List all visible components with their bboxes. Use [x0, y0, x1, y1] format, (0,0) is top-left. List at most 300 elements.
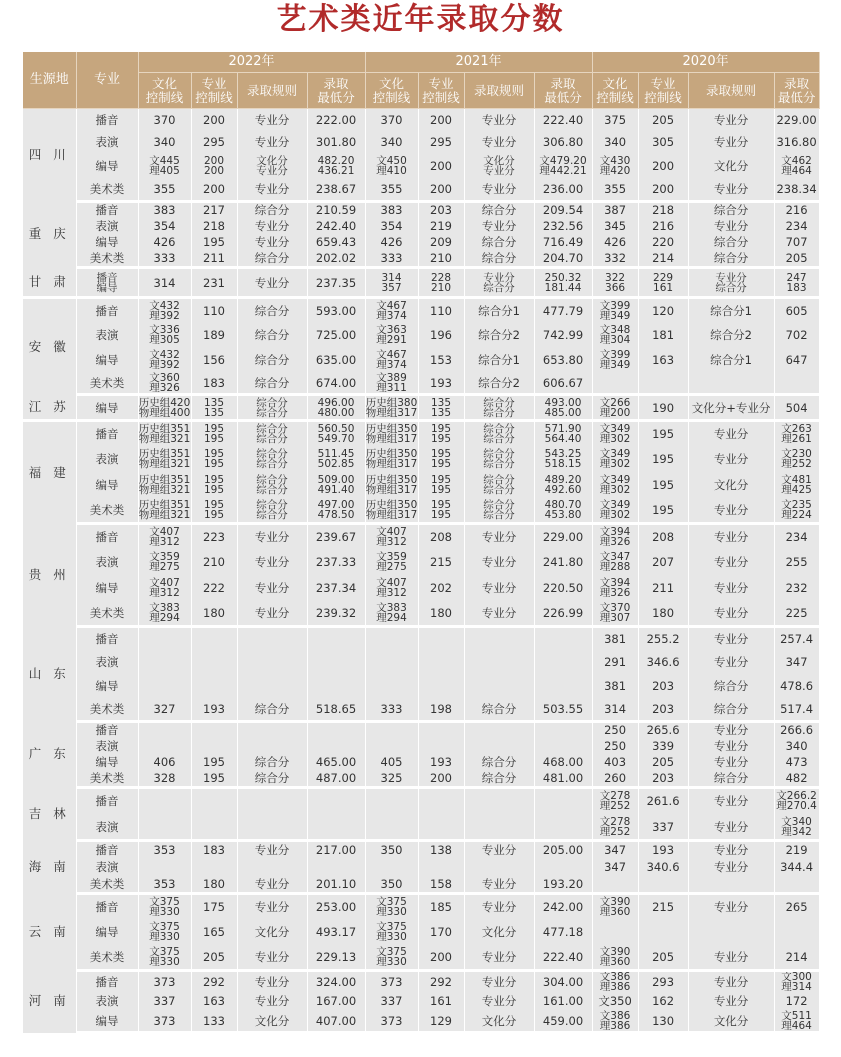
culture-line-cell: 340 [592, 131, 638, 154]
cell-value: 综合分 [256, 498, 288, 511]
min-score-cell: 217.00 [307, 841, 365, 859]
cell-value: 理288 [599, 561, 631, 574]
culture-line-cell [365, 421, 418, 447]
cell-value: 专业分 [256, 165, 288, 178]
stacked-values [539, 156, 586, 176]
stacked-values [600, 552, 631, 572]
stacked-values [256, 424, 288, 444]
major-line-cell: 265.6 [638, 721, 688, 737]
table-row [23, 251, 819, 267]
stacked-values [256, 449, 288, 469]
culture-line-cell [365, 738, 418, 754]
major-line-cell: 346.6 [638, 650, 688, 674]
min-score-cell: 232.56 [534, 218, 592, 234]
min-score-cell [774, 267, 819, 298]
culture-line-cell [138, 347, 191, 372]
major-line-cell: 202 [418, 575, 464, 601]
culture-line-cell: 355 [365, 179, 418, 202]
culture-line-cell [592, 498, 638, 524]
culture-line-cell: 370 [365, 109, 418, 132]
cell-value: 历史组351 [138, 448, 191, 461]
column-header [237, 73, 307, 109]
cell-value: 文375 [376, 895, 407, 908]
stacked-values [366, 398, 418, 418]
province-cell: 吉 林 [23, 787, 76, 841]
rule-cell: 专业分 [237, 218, 307, 234]
min-score-cell [534, 650, 592, 674]
cell-value: 理326 [149, 381, 180, 394]
stacked-values [149, 156, 180, 176]
stacked-values [376, 325, 407, 345]
culture-line-cell: 337 [138, 993, 191, 1011]
cell-value: 文430 [599, 155, 631, 168]
stacked-values [204, 156, 224, 176]
cell-value: 理312 [149, 536, 180, 549]
table-row [23, 787, 819, 814]
culture-line-cell [365, 395, 418, 421]
culture-line-cell [138, 298, 191, 323]
major-cell [76, 267, 138, 298]
rule-cell [464, 395, 534, 421]
major-line-cell: 200 [418, 771, 464, 787]
table-row [23, 650, 819, 674]
rule-cell: 专业分 [688, 109, 774, 132]
min-score-cell [307, 421, 365, 447]
cell-value: 理420 [599, 165, 631, 178]
major-cell: 美术类 [76, 601, 138, 627]
min-score-cell [307, 674, 365, 698]
province-cell: 海 南 [23, 841, 76, 894]
cell-value: 485.00 [544, 406, 582, 419]
culture-line-cell [592, 372, 638, 395]
major-cell: 表演 [76, 738, 138, 754]
min-score-cell: 241.80 [534, 549, 592, 575]
major-line-cell: 195 [191, 754, 237, 770]
cell-value: 文化分 [256, 155, 288, 168]
cell-value: 文370 [599, 601, 631, 614]
admission-score-table [23, 52, 820, 1034]
rule-cell [464, 446, 534, 472]
culture-line-cell [365, 674, 418, 698]
major-line-cell: 193 [418, 754, 464, 770]
min-score-cell: 229.13 [307, 945, 365, 971]
major-line-cell: 255.2 [638, 627, 688, 651]
min-score-cell [534, 738, 592, 754]
cell-value: 理330 [149, 955, 180, 968]
major-line-cell: 205 [191, 945, 237, 971]
rule-cell: 专业分 [464, 131, 534, 154]
cell-value: 物理组321 [138, 483, 191, 496]
stacked-values [376, 897, 407, 917]
cell-value: 理200 [599, 406, 631, 419]
culture-line-cell: 350 [365, 841, 418, 859]
culture-line-cell: 373 [365, 1010, 418, 1032]
cell-value: 文349 [599, 448, 631, 461]
stacked-values [149, 373, 180, 393]
major-line-cell: 195 [638, 421, 688, 447]
min-score-cell [307, 446, 365, 472]
culture-line-cell [592, 267, 638, 298]
culture-line-cell [365, 472, 418, 498]
min-score-cell: 306.80 [534, 131, 592, 154]
major-line-cell [191, 498, 237, 524]
major-line-cell: 163 [191, 993, 237, 1011]
major-line-cell: 193 [191, 698, 237, 722]
cell-value: 文390 [599, 895, 631, 908]
culture-line-cell: 332 [592, 251, 638, 267]
major-line-cell: 193 [418, 372, 464, 395]
column-header [418, 73, 464, 109]
cell-value: 195 [203, 433, 225, 446]
min-score-cell [307, 650, 365, 674]
table-row [23, 876, 819, 894]
major-line-cell [418, 395, 464, 421]
min-score-cell: 172 [774, 993, 819, 1011]
stacked-values [600, 449, 631, 469]
rule-cell: 专业分 [237, 267, 307, 298]
culture-line-cell: 381 [592, 674, 638, 698]
min-score-cell [774, 446, 819, 472]
rule-cell: 专业分 [464, 601, 534, 627]
stacked-values [483, 475, 515, 495]
culture-line-cell: 373 [365, 970, 418, 992]
min-score-cell: 229.00 [774, 109, 819, 132]
min-score-cell [307, 395, 365, 421]
cell-value: 492.60 [544, 483, 582, 496]
major-line-cell [191, 472, 237, 498]
culture-line-cell [592, 876, 638, 894]
major-line-cell [418, 267, 464, 298]
province-cell: 云 南 [23, 893, 76, 970]
major-line-cell: 205 [638, 109, 688, 132]
major-line-cell [418, 472, 464, 498]
cell-value: 549.70 [317, 433, 355, 446]
cell-value: 物理组400 [138, 406, 191, 419]
culture-line-cell [592, 601, 638, 627]
major-line-cell: 339 [638, 738, 688, 754]
cell-value: 文511 [781, 1010, 812, 1022]
cell-value: 文394 [599, 526, 631, 539]
min-score-cell [534, 446, 592, 472]
stacked-values [149, 922, 180, 942]
min-score-cell: 255 [774, 549, 819, 575]
min-score-cell [534, 674, 592, 698]
cell-value: 综合分 [483, 473, 515, 486]
cell-value: 文394 [599, 576, 631, 589]
rule-cell: 专业分 [688, 421, 774, 447]
culture-line-cell: 345 [592, 218, 638, 234]
stacked-values [376, 603, 407, 623]
stacked-values [149, 947, 180, 967]
rule-cell: 专业分 [464, 549, 534, 575]
min-score-cell: 220.50 [534, 575, 592, 601]
cell-value: 518.15 [544, 458, 582, 471]
cell-value: 综合分 [483, 448, 515, 461]
culture-line-cell: 250 [592, 721, 638, 737]
min-score-cell: 237.34 [307, 575, 365, 601]
stacked-values [139, 398, 191, 418]
culture-line-cell [138, 421, 191, 447]
rule-cell [237, 858, 307, 876]
table-row [23, 858, 819, 876]
rule-cell: 专业分 [237, 601, 307, 627]
rule-cell: 综合分 [464, 251, 534, 267]
min-score-cell [534, 721, 592, 737]
stacked-values [139, 475, 191, 495]
cell-value: 文278 [599, 790, 631, 803]
major-line-cell [191, 650, 237, 674]
stacked-values [600, 301, 631, 321]
major-line-cell: 215 [418, 549, 464, 575]
major-line-cell: 161 [418, 993, 464, 1011]
major-cell: 美术类 [76, 876, 138, 894]
culture-line-cell: 370 [138, 109, 191, 132]
cell-value: 571.90 [544, 423, 582, 436]
province-cell: 广 东 [23, 721, 76, 787]
min-score-cell: 481.00 [534, 771, 592, 787]
min-score-cell: 238.67 [307, 179, 365, 202]
min-score-cell [534, 267, 592, 298]
major-line-cell [191, 627, 237, 651]
cell-value: 文263 [781, 423, 812, 436]
cell-value: 文450 [376, 155, 407, 168]
stacked-values [600, 527, 631, 547]
min-score-cell: 517.4 [774, 698, 819, 722]
major-line-cell: 181 [638, 323, 688, 348]
major-line-cell: 180 [191, 876, 237, 894]
stacked-values [256, 156, 288, 176]
stacked-values [715, 273, 747, 293]
culture-line-cell [138, 154, 191, 179]
cell-value: 理410 [376, 165, 407, 178]
major-line-cell: 153 [418, 347, 464, 372]
cell-value: 502.85 [317, 458, 355, 471]
cell-value: 482.20 [317, 155, 355, 168]
major-cell: 美术类 [76, 698, 138, 722]
rule-cell [464, 472, 534, 498]
major-line-cell: 219 [418, 218, 464, 234]
rule-cell [464, 858, 534, 876]
major-line-cell: 200 [638, 179, 688, 202]
major-cell: 表演 [76, 218, 138, 234]
major-cell: 美术类 [76, 179, 138, 202]
rule-cell: 文化分 [464, 919, 534, 945]
min-score-cell: 222.40 [534, 945, 592, 971]
rule-cell: 专业分 [464, 993, 534, 1011]
culture-line-cell [365, 919, 418, 945]
rule-cell: 综合分 [688, 234, 774, 250]
major-cell: 美术类 [76, 771, 138, 787]
culture-line-cell: 350 [365, 876, 418, 894]
table-row [23, 754, 819, 770]
min-score-cell: 236.00 [534, 179, 592, 202]
cell-value: 理392 [149, 310, 180, 323]
culture-line-cell [365, 372, 418, 395]
rule-cell: 综合分 [237, 698, 307, 722]
stacked-values [149, 527, 180, 547]
rule-cell: 文化分 [237, 1010, 307, 1032]
min-score-cell: 242.40 [307, 218, 365, 234]
major-line-cell: 218 [191, 218, 237, 234]
stacked-values [204, 424, 224, 444]
stacked-values [204, 500, 224, 520]
culture-line-cell [365, 575, 418, 601]
cell-value: 文389 [376, 372, 407, 384]
column-header [191, 73, 237, 109]
rule-cell [237, 674, 307, 698]
major-cell: 播音 [76, 109, 138, 132]
major-cell: 播音 [76, 841, 138, 859]
cell-value: 135 [431, 406, 452, 419]
rule-cell: 综合分 [237, 298, 307, 323]
table-row [23, 323, 819, 348]
stacked-values [600, 424, 631, 444]
cell-value: 理386 [599, 981, 631, 993]
cell-value: 专业分 [483, 271, 515, 284]
rule-cell: 综合分 [464, 754, 534, 770]
culture-line-cell: 355 [138, 179, 191, 202]
culture-line-cell [138, 601, 191, 627]
cell-value: 综合分 [715, 281, 747, 294]
culture-line-cell [365, 893, 418, 919]
culture-line-cell: 387 [592, 201, 638, 217]
rule-cell: 综合分 [237, 771, 307, 787]
cell-value: 理294 [149, 611, 180, 624]
cell-value: 195 [203, 483, 225, 496]
cell-value: 文399 [599, 300, 631, 313]
major-line-cell: 203 [638, 771, 688, 787]
major-cell: 编导 [76, 1010, 138, 1032]
cell-value: 195 [203, 508, 225, 521]
major-line-cell: 231 [191, 267, 237, 298]
cell-value: 195 [431, 473, 452, 486]
major-line-cell: 158 [418, 876, 464, 894]
stacked-values [431, 475, 451, 495]
province-cell: 重 庆 [23, 201, 76, 267]
cell-value: 195 [431, 423, 452, 436]
column-header-line: 控制线 [195, 89, 233, 105]
province-cell: 山 东 [23, 627, 76, 722]
culture-line-cell: 250 [592, 738, 638, 754]
major-line-cell [418, 858, 464, 876]
rule-cell: 专业分 [688, 498, 774, 524]
min-score-cell: 593.00 [307, 298, 365, 323]
major-line-cell: 183 [191, 372, 237, 395]
stacked-values [431, 424, 451, 444]
stacked-values [97, 273, 118, 293]
major-cell: 播音 [76, 893, 138, 919]
cell-value: 文349 [599, 423, 631, 436]
stacked-values [600, 1011, 631, 1031]
major-line-cell [418, 814, 464, 841]
major-cell: 编导 [76, 674, 138, 698]
culture-line-cell [592, 814, 638, 841]
major-cell: 表演 [76, 814, 138, 841]
major-line-cell: 220 [638, 234, 688, 250]
min-score-cell [774, 787, 819, 814]
cell-value: 理330 [376, 930, 407, 943]
stacked-values [483, 449, 515, 469]
stacked-values [318, 156, 355, 176]
column-header-line: 文化 [602, 75, 628, 91]
cell-value: 专业分 [715, 271, 747, 284]
column-header [307, 73, 365, 109]
culture-line-cell: 325 [365, 771, 418, 787]
cell-value: 480.00 [317, 406, 355, 419]
stacked-values [600, 603, 631, 623]
rule-cell [237, 498, 307, 524]
culture-line-cell [138, 945, 191, 971]
cell-value: 播音 [96, 271, 118, 284]
rule-cell: 专业分 [688, 787, 774, 814]
min-score-cell [307, 627, 365, 651]
culture-line-cell: 426 [365, 234, 418, 250]
cell-value: 理312 [149, 586, 180, 599]
column-header-line: 控制线 [372, 89, 411, 105]
cell-value: 文360 [149, 372, 180, 384]
rule-cell: 专业分 [464, 218, 534, 234]
cell-value: 理312 [376, 586, 407, 599]
cell-value: 文359 [376, 551, 407, 564]
culture-line-cell: 327 [138, 698, 191, 722]
rule-cell: 专业分 [688, 218, 774, 234]
major-line-cell: 215 [638, 893, 688, 919]
column-header [638, 73, 688, 109]
cell-value: 491.40 [317, 483, 355, 496]
min-score-cell [534, 395, 592, 421]
major-line-cell: 180 [191, 601, 237, 627]
rule-cell: 专业分 [688, 993, 774, 1011]
min-score-cell [534, 627, 592, 651]
stacked-values [431, 398, 451, 418]
major-line-cell: 165 [191, 919, 237, 945]
stacked-values [366, 424, 418, 444]
culture-line-cell [138, 524, 191, 550]
rule-cell [237, 627, 307, 651]
min-score-cell: 167.00 [307, 993, 365, 1011]
major-cell: 编导 [76, 347, 138, 372]
major-cell: 表演 [76, 446, 138, 472]
culture-line-cell: 347 [592, 841, 638, 859]
major-line-cell: 190 [638, 395, 688, 421]
major-line-cell [418, 421, 464, 447]
stacked-values [149, 578, 180, 598]
major-cell: 美术类 [76, 945, 138, 971]
culture-line-cell [138, 650, 191, 674]
stacked-values [431, 500, 451, 520]
major-line-cell: 214 [638, 251, 688, 267]
major-line-cell [418, 674, 464, 698]
min-score-cell [774, 154, 819, 179]
cell-value: 183 [786, 281, 807, 294]
culture-line-cell: 314 [592, 698, 638, 722]
culture-line-cell [592, 446, 638, 472]
province-cell: 福 建 [23, 421, 76, 524]
culture-line-cell [138, 858, 191, 876]
rule-cell [237, 650, 307, 674]
column-header-line: 录取 [550, 75, 576, 91]
culture-line-cell: 353 [138, 841, 191, 859]
cell-value: 229 [653, 271, 674, 284]
cell-value: 理360 [599, 955, 631, 968]
major-cell: 表演 [76, 858, 138, 876]
cell-value: 文386 [599, 1010, 631, 1022]
stacked-values [376, 350, 407, 370]
major-line-cell: 207 [638, 549, 688, 575]
rule-cell: 专业分 [464, 841, 534, 859]
min-score-cell: 216 [774, 201, 819, 217]
culture-line-cell: 375 [592, 109, 638, 132]
